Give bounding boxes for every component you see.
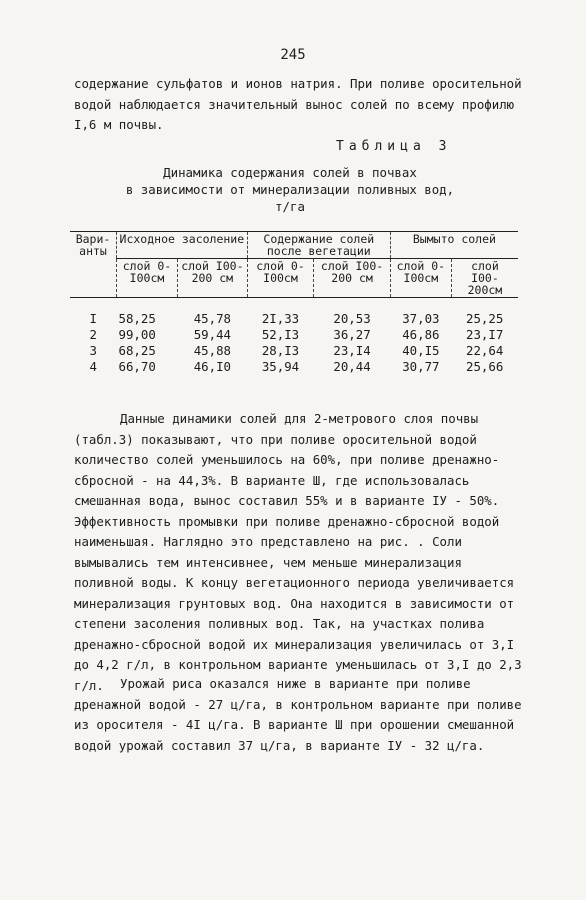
table-row bbox=[70, 327, 518, 343]
paragraph-2-text: Данные динамики солей для 2-метрового слоя почвы (табл.3) показывают, что при поливе оросительной водой количество солей уменьшилось на 60%, при поливе дренажно-сбросной - на 44,3%. В варианте Ш, где использовалась смешанная вода, вынос составил 55% и в варианте IУ - 50%. Эффективность промывки при поливе дренажно-сбросной водой наименьшая. Наглядно это представлено на рис. . Соли вымывались тем интенсивнее, чем меньше минерализация поливной воды. К концу вегетационного периода увеличивается минерализация грунтовых вод. Она находится в зависимости от степени засоления поливных вод. Так, на участках полива дренажно-сбросной водой их минерализация увеличилась от 3,I до 4,2 г/л, в контрольном варианте уменьшилась от 3,I до 2,3 г/л. bbox=[74, 411, 522, 693]
variant-cell: 3 bbox=[89, 343, 97, 358]
value-cell: 23,I7 bbox=[466, 327, 504, 342]
value-cell: 59,44 bbox=[193, 327, 231, 342]
value-cell: 20,53 bbox=[333, 311, 371, 326]
value-cell: 25,25 bbox=[466, 311, 504, 326]
value-cell: 36,27 bbox=[333, 327, 371, 342]
value-cell: 52,I3 bbox=[261, 327, 300, 342]
variant-cell: I bbox=[89, 311, 97, 326]
table-row bbox=[70, 343, 518, 359]
table-caption-line-3: т/га bbox=[275, 199, 305, 214]
header-initial-salinity: Исходное засоление bbox=[117, 232, 248, 259]
header-washed-salts: Вымыто солей bbox=[390, 232, 518, 259]
value-cell: 58,25 bbox=[118, 311, 156, 326]
subheader-layer: слой I00-200см bbox=[451, 259, 518, 298]
value-cell: 22,64 bbox=[466, 343, 504, 358]
variant-cell: 4 bbox=[89, 359, 97, 374]
value-cell: 20,44 bbox=[333, 359, 371, 374]
value-cell: 35,94 bbox=[261, 359, 300, 374]
subheader-layer: слой 0-I00см bbox=[117, 259, 178, 298]
header-variants: Вари-анты bbox=[70, 232, 117, 298]
page-number: 245 bbox=[280, 47, 306, 63]
header-salt-after-vegetation: Содержание солей после вегетации bbox=[247, 232, 390, 259]
paragraph-2 bbox=[74, 409, 522, 696]
value-cell: 37,03 bbox=[402, 311, 440, 326]
variant-cell: 2 bbox=[89, 327, 97, 342]
value-cell: 40,I5 bbox=[402, 343, 440, 358]
subheader-layer: слой I00-200 см bbox=[177, 259, 247, 298]
value-cell: 45,78 bbox=[193, 311, 231, 326]
value-cell: 2I,33 bbox=[261, 311, 300, 326]
value-cell: 66,70 bbox=[118, 359, 156, 374]
value-cell: 68,25 bbox=[118, 343, 156, 358]
subheader-layer: слой 0-I00см bbox=[390, 259, 451, 298]
value-cell: 45,88 bbox=[193, 343, 231, 358]
table-caption bbox=[60, 164, 520, 215]
subheader-layer: слой I00-200 см bbox=[314, 259, 391, 298]
paragraph-1: содержание сульфатов и ионов натрия. При поливе оросительной водой наблюдается значительный вынос солей по всему профилю I,6 м почвы. bbox=[74, 76, 522, 132]
value-cell: 23,I4 bbox=[333, 343, 371, 358]
value-cell: 99,00 bbox=[118, 327, 156, 342]
subheader-layer: слой 0-I00см bbox=[247, 259, 314, 298]
table-number-label: Таблица 3 bbox=[336, 139, 452, 154]
table-row bbox=[70, 359, 518, 375]
value-cell: 30,77 bbox=[402, 359, 440, 374]
value-cell: 46,86 bbox=[402, 327, 440, 342]
paragraph-3 bbox=[74, 674, 522, 756]
table-caption-line-2: в зависимости от минерализации поливных вод, bbox=[125, 182, 455, 197]
table-row bbox=[70, 311, 518, 327]
paragraph-3-text: Урожай риса оказался ниже в варианте при поливе дренажной водой - 27 ц/га, в контрольном варианте при поливе из оросителя - 4I ц/га. В варианте Ш при орошении смешанной водой урожай составил 37 ц/га, в варианте IУ - 32 ц/га. bbox=[74, 676, 522, 753]
salt-dynamics-table bbox=[70, 231, 518, 375]
value-cell: 25,66 bbox=[466, 359, 504, 374]
table-caption-line-1: Динамика содержания солей в почвах bbox=[163, 165, 417, 180]
value-cell: 46,I0 bbox=[193, 359, 231, 374]
value-cell: 28,I3 bbox=[261, 343, 300, 358]
